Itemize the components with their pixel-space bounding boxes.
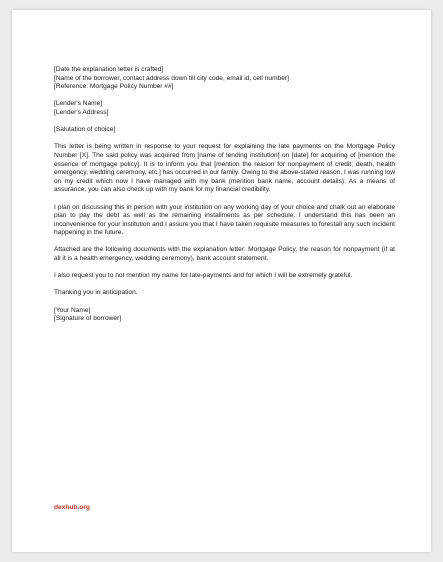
paragraph-2: I plan on discussing this in person with your institution on any working day of your choice and chalk out an elaborate plan to pay the debt as well as the remaining installments as per schedule. I understand this has been an inconvenience for your institution and I assure you that I have taken requisite measures to forestall any such incident happening in the future.	[54, 203, 395, 237]
reference-line: [Reference: Mortgage Policy Number ##]	[54, 83, 174, 91]
lender-block	[54, 100, 395, 117]
paragraph-1: This letter is being written in response to your request for explaining the late payments on the Mortgage Policy Number [X]. The said policy was acquired from [name of lending institution] on [date] for acquiring of [mention the essence of mortgage policy]. It is to inform you that [mention the reason for nonpayment of credit; death, health emergency, wedding ceremony, etc.] has occurred in our family. Owing to the above-stated reason, I was running low on my credit which now I have managed with my bank (mention bank name, account details). As a means of assurance, you can also check up with my bank for my financial credibility.	[54, 143, 395, 194]
paragraph-4: I also request you to not mention my name for late-payments and for which I will be extremely grateful.	[54, 272, 353, 280]
lender-address: [Lender's Address]	[54, 108, 109, 116]
paragraph-3: Attached are the following documents with the explanation letter: Mortgage Policy, the reason for nonpayment (if at all it is a health emergency, wedding ceremony), bank account statement.	[54, 246, 395, 263]
date-line: [Date the explanation letter is crafted]	[54, 66, 164, 73]
letter-header	[54, 66, 395, 92]
salutation: [Salutation of choice]	[54, 126, 116, 134]
closing-name: [Your Name]	[54, 306, 91, 314]
lender-name: [Lender's Name]	[54, 100, 103, 108]
document-page	[12, 10, 431, 552]
paragraph-5: Thanking you in anticipation.	[54, 289, 138, 297]
closing-block	[54, 307, 395, 324]
borrower-line: [Name of the borrower, contact address down till city code, email id, cell number]	[54, 74, 289, 82]
letter-body	[54, 66, 395, 332]
closing-signature: [Signature of borrower]	[54, 315, 122, 323]
footer-brand: dexhub.org	[54, 504, 90, 511]
